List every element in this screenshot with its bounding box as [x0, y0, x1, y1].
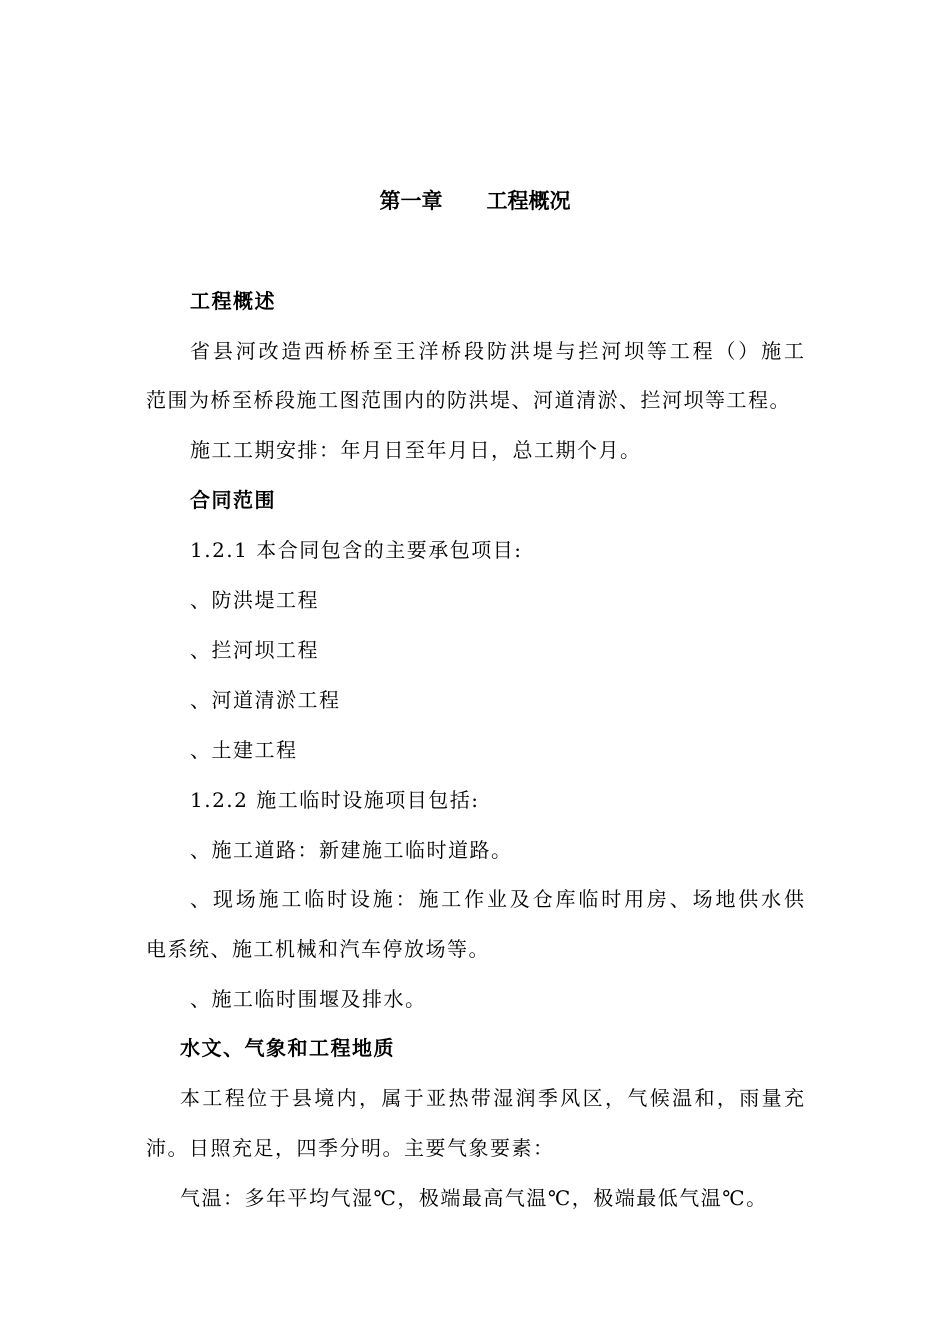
list-item: 、防洪堤工程	[190, 588, 319, 612]
contract-subheading-2: 1.2.2 施工临时设施项目包括:	[190, 788, 480, 812]
hydro-paragraph-line-1: 本工程位于县境内，属于亚热带湿润季风区，气候温和，雨量充	[180, 1086, 804, 1110]
list-item: 、土建工程	[190, 738, 298, 762]
overview-paragraph-line-2: 范围为桥至桥段施工图范围内的防洪堤、河道清淤、拦河坝等工程。	[146, 388, 791, 412]
schedule-paragraph: 施工工期安排：年月日至年月日，总工期个月。	[190, 438, 642, 462]
list-item: 、拦河坝工程	[190, 638, 319, 662]
temperature-paragraph: 气温：多年平均气湿℃，极端最高气温℃，极端最低气温℃。	[180, 1186, 768, 1210]
list-item-line-1: 、现场施工临时设施：施工作业及仓库临时用房、场地供水供	[190, 887, 804, 911]
list-item: 、河道清淤工程	[190, 688, 341, 712]
list-item: 、施工道路：新建施工临时道路。	[190, 838, 513, 862]
chapter-heading	[0, 186, 950, 216]
chapter-title: 工程概况	[486, 189, 571, 213]
overview-paragraph-line-1: 省县河改造西桥桥至王洋桥段防洪堤与拦河坝等工程（）施工	[190, 339, 804, 363]
contract-subheading-1: 1.2.1 本合同包含的主要承包项目:	[190, 538, 523, 562]
list-item: 、施工临时围堰及排水。	[190, 987, 427, 1011]
section-heading-overview: 工程概述	[190, 289, 276, 313]
chapter-number: 第一章	[379, 189, 443, 213]
hydro-paragraph-line-2: 沛。日照充足，四季分明。主要气象要素：	[146, 1136, 555, 1160]
section-heading-contract: 合同范围	[190, 488, 276, 512]
section-heading-hydro: 水文、气象和工程地质	[180, 1036, 395, 1060]
list-item-line-2: 电系统、施工机械和汽车停放场等。	[146, 937, 490, 961]
